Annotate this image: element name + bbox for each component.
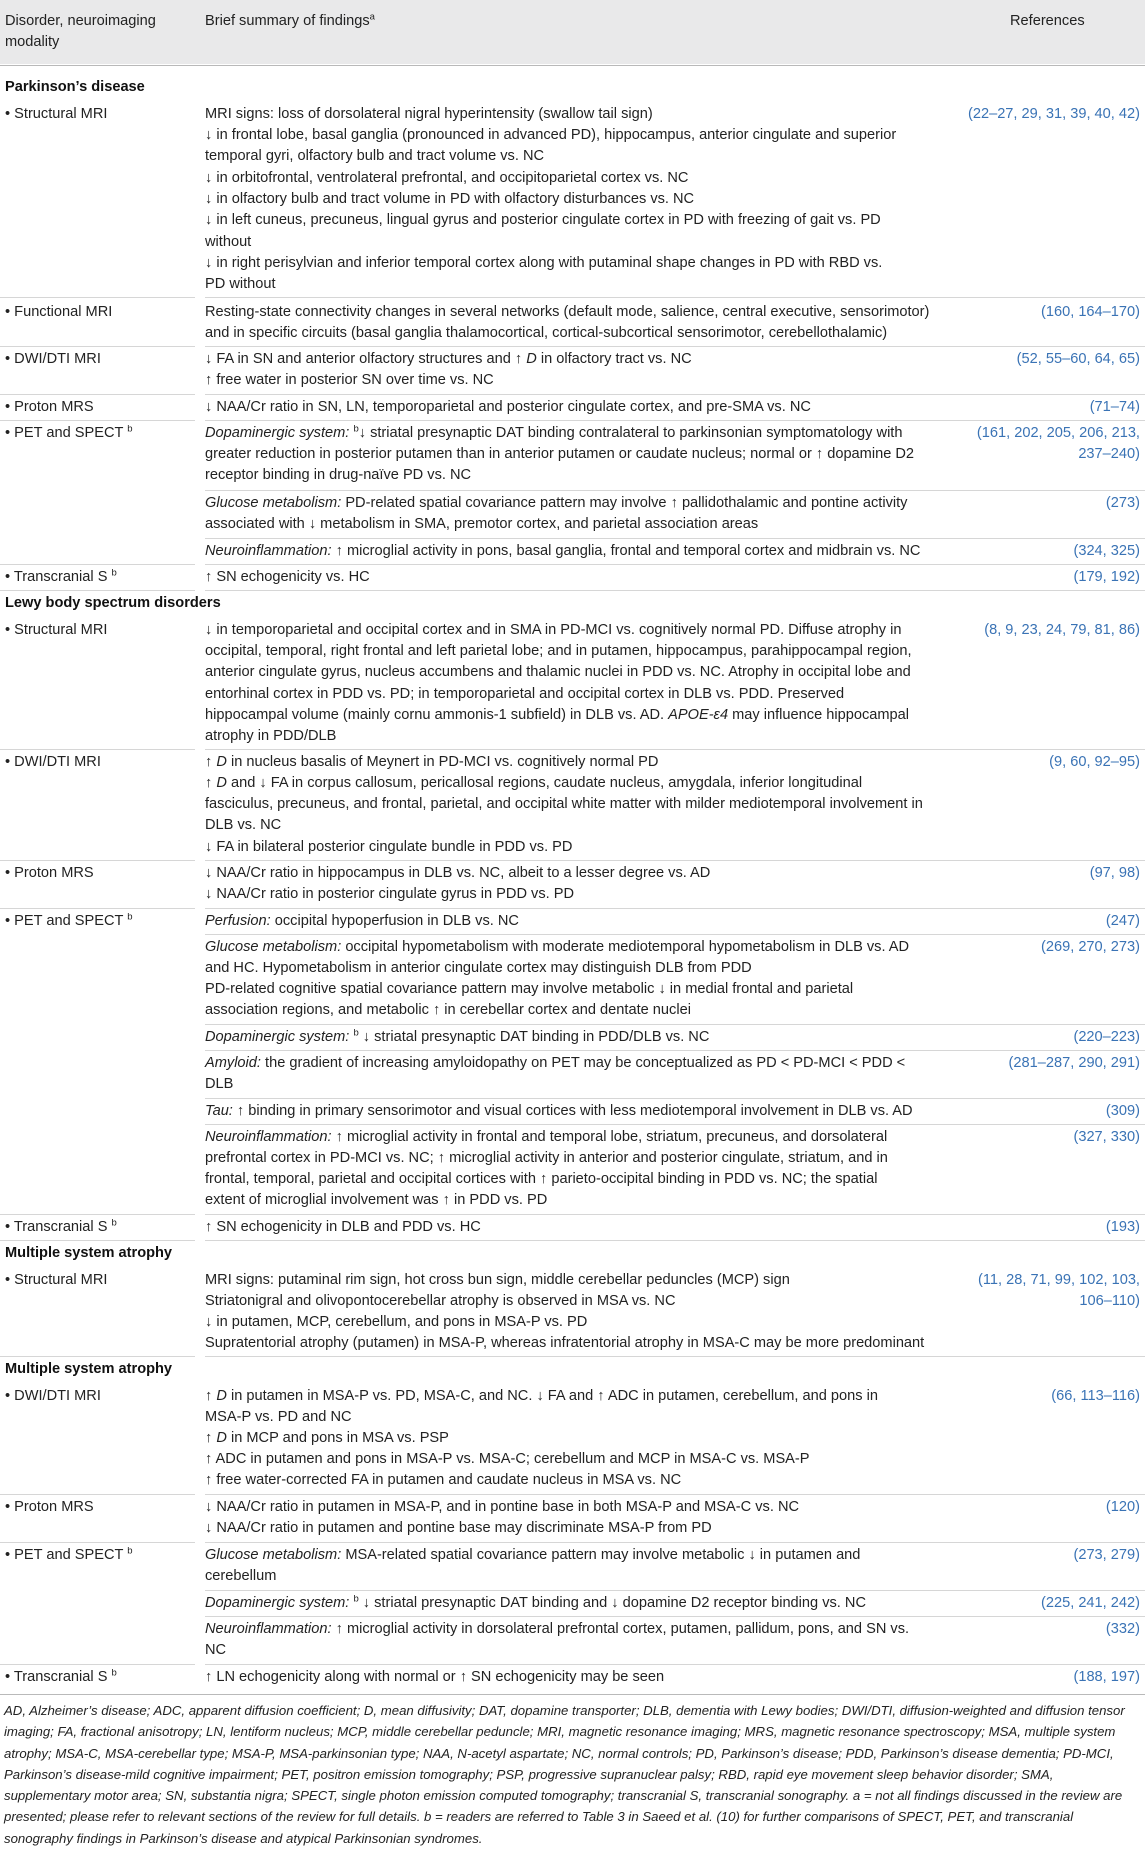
section-parkinsons-disease: Parkinson’s disease [5,79,145,95]
row-divider [0,1494,195,1495]
table-footnote: AD, Alzheimer’s disease; ADC, apparent diffusion coefficient; D, mean diffusivity; DAT, dopamine transporter; DLB, dementia with Lewy bodies; DWI/DTI, diffusion-weighted and diffusion tensor imaging; FA, fractional anisotropy; LN, lentiform nucleus; MCP, middle cerebellar peduncle; MRI, magnetic resonance imaging; MRS, magnetic resonance spectroscopy; MSA, multiple system atrophy; MSA-C, MSA-cerebellar type; MSA-P, MSA-parkinsonian type; NAA, N-acetyl aspartate; NC, normal controls; PD, Parkinson’s disease; PDD, Parkinson’s disease dementia; PD-MCI, Parkinson’s disease-mild cognitive impairment; PET, positron emission tomography; PSP, progressive supranuclear palsy; RBD, rapid eye movement sleep behavior disorder; SMA, supplementary motor area; SN, substantia nigra; SPECT, single photon emission computed tomography; transcranial S, transcranial sonography. a = not all findings discussed in the review are presented; please refer to relevant sections of the review for full details. b = readers are referred to Table 3 in Saeed et al. (10) for further comparisons of SPECT, PET, and transcranial sonography findings in Parkinson’s disease and atypical Parkinsonian syndromes. [4,1703,1125,1846]
row-divider [0,420,195,421]
finding-line: ↓ NAA/Cr ratio in SN, LN, temporoparietal and posterior cingulate cortex, and pre-SMA vs. NC [205,399,811,415]
row-divider [0,1542,195,1543]
row-divider [0,1214,195,1215]
finding-line: Amyloid: the gradient of increasing amyloidopathy on PET may be conceptualized as PD < PD-MCI < PDD < [205,1055,906,1071]
row-divider [0,297,195,298]
finding-line: Neuroinflammation: ↑ microglial activity in pons, basal ganglia, frontal and temporal cortex and midbrain vs. NC [205,543,921,559]
section-multiple-system-atrophy: Multiple system atrophy [5,1245,173,1261]
finding-line: ↑ SN echogenicity vs. HC [205,569,370,585]
reference-cell[interactable]: (66, 113–116) [1051,1388,1140,1404]
finding-line: prefrontal cortex in PD-MCI vs. NC; ↑ microglial activity in anterior and posterior cingulate, striatum, and in [205,1150,888,1166]
reference-cell[interactable]: (22–27, 29, 31, 39, 40, 42) [967,106,1140,122]
reference-cell[interactable]: (11, 28, 71, 99, 102, 103, [977,1272,1140,1288]
header-disorder-modality-line1: Disorder, neuroimaging [5,13,156,29]
row-divider [205,1616,1145,1617]
modality-pet-spect: • PET and SPECT $^b$ [5,1545,133,1563]
reference-cell[interactable]: (97, 98) [1089,865,1140,881]
modality-dwi-dti-mri: • DWI/DTI MRI [5,351,101,367]
row-divider [205,1494,1145,1495]
finding-line: ↑ SN echogenicity in DLB and PDD vs. HC [205,1219,481,1235]
reference-cell[interactable]: (269, 270, 273) [1041,939,1140,955]
modality-proton-mrs: • Proton MRS [5,399,94,415]
row-divider [205,538,1145,539]
finding-line: Glucose metabolism: PD-related spatial covariance pattern may involve ↑ pallidothalamic and pontine activity [205,495,908,511]
finding-line: ↑ D and ↓ FA in corpus callosum, pericallosal regions, caudate nucleus, amygdala, inferior longitudinal [205,775,863,791]
reference-cell[interactable]: (273, 279) [1073,1547,1140,1563]
reference-cell[interactable]: (8, 9, 23, 24, 79, 81, 86) [984,622,1140,638]
row-divider [205,1590,1145,1591]
finding-line: MSA-P vs. PD and NC [205,1409,352,1425]
modality-pet-spect: • PET and SPECT $^b$ [5,911,133,929]
finding-line: ↓ in right perisylvian and inferior temporal cortex along with putaminal shape changes in PD with RBD vs. [205,255,883,271]
row-divider [0,1664,195,1665]
finding-line: fasciculus, precuneus, and frontal, parietal, and occipital white matter with milder mediotemporal involvement in [205,796,923,812]
finding-line: Neuroinflammation: ↑ microglial activity in frontal and temporal lobe, striatum, precuneus, and dorsolateral [205,1129,888,1145]
finding-line: ↑ free water-corrected FA in putamen and caudate nucleus in MSA vs. NC [205,1472,682,1488]
finding-line: ↓ FA in SN and anterior olfactory structures and ↑ D in olfactory tract vs. NC [205,351,692,367]
row-divider [205,934,1145,935]
row-divider [205,297,1145,298]
finding-line: temporal gyri, olfactory bulb and tract volume vs. NC [205,148,545,164]
reference-cell[interactable]: 106–110) [1079,1293,1140,1309]
finding-line: Resting-state connectivity changes in several networks (default mode, salience, central executive, sensorimotor) [205,304,930,320]
finding-line: ↑ D in MCP and pons in MSA vs. PSP [205,1430,449,1446]
section-multiple-system-atrophy-continued: Multiple system atrophy [5,1361,173,1377]
modality-transcranial-s: • Transcranial S $^b$ [5,1217,117,1235]
finding-line: Tau: ↑ binding in primary sensorimotor and visual cortices with less mediotemporal involvement in DLB vs. AD [205,1103,913,1119]
finding-line: occipital, temporal, right frontal and left parietal lobe; and in putamen, hippocampus, parahippocampal region, [205,643,912,659]
finding-line: Supratentorial atrophy (putamen) in MSA-P, whereas infratentorial atrophy in MSA-C may be more predominant [205,1335,925,1351]
modality-structural-mri: • Structural MRI [5,106,108,122]
finding-line: association regions, and metabolic ↑ in cerebellar cortex and dentate nuclei [205,1002,691,1018]
finding-line: ↑ D in nucleus basalis of Meynert in PD-MCI vs. cognitively normal PD [205,754,659,770]
finding-line: Dopaminergic system: $^b$ ↓ striatal presynaptic DAT binding in PDD/DLB vs. NC [205,1027,710,1045]
row-divider [0,908,195,909]
row-divider [205,564,1145,565]
header-summary: Brief summary of findings$^a$ [205,11,375,29]
reference-cell[interactable]: (327, 330) [1073,1129,1140,1145]
finding-line: Glucose metabolism: occipital hypometabolism with moderate mediotemporal hypometabolism in DLB vs. AD [205,939,910,955]
finding-line: ↓ FA in bilateral posterior cingulate bundle in PDD vs. PD [205,839,573,855]
modality-transcranial-s: • Transcranial S $^b$ [5,567,117,585]
finding-line: Dopaminergic system: $^b$↓ striatal presynaptic DAT binding contralateral to parkinsonian symptomatology with [205,423,903,441]
reference-cell[interactable]: 237–240) [1078,446,1140,462]
finding-line: ↓ in orbitofrontal, ventrolateral prefrontal, and occipitoparietal cortex vs. NC [205,170,689,186]
finding-line: ↑ D in putamen in MSA-P vs. PD, MSA-C, and NC. ↓ FA and ↑ ADC in putamen, cerebellum, and pons in [205,1388,878,1404]
modality-structural-mri: • Structural MRI [5,622,108,638]
row-divider [0,749,195,750]
reference-cell[interactable]: (309) [1105,1103,1140,1119]
reference-cell[interactable]: (273) [1105,495,1140,511]
row-divider [205,420,1145,421]
finding-line: anterior cingulate gyrus, nucleus accumbens and thalamic nuclei in PDD vs. NC. Atrophy in occipital lobe and [205,664,911,680]
reference-cell[interactable]: (52, 55–60, 64, 65) [1016,351,1140,367]
finding-line: ↓ in olfactory bulb and tract volume in PD with olfactory disturbances vs. NC [205,191,695,207]
row-divider [205,1356,1145,1357]
finding-line: frontal, temporal, parietal and occipital cortices with ↑ parieto-occipital binding in PDD vs. NC; the spatial [205,1171,878,1187]
finding-line: Striatonigral and olivopontocerebellar atrophy is observed in MSA vs. NC [205,1293,676,1309]
modality-dwi-dti-mri: • DWI/DTI MRI [5,1388,101,1404]
finding-line: hippocampal volume (mainly cornu ammonis-1 subfield) in DLB vs. AD. APOE-ε4 may influence hippocampal [205,707,909,723]
row-divider [205,1664,1145,1665]
finding-line: ↓ NAA/Cr ratio in posterior cingulate gyrus in PDD vs. PD [205,886,575,902]
row-divider [205,394,1145,395]
header-disorder-modality-line2: modality [5,34,60,50]
finding-line: ↓ NAA/Cr ratio in putamen and pontine base may discriminate MSA-P from PD [205,1520,712,1536]
finding-line: DLB [205,1076,234,1092]
row-divider [205,1214,1145,1215]
row-divider [205,749,1145,750]
modality-proton-mrs: • Proton MRS [5,865,94,881]
finding-line: and in specific circuits (basal ganglia thalamocortical, cortical-subcortical sensorimotor, cerebellothalamic) [205,325,888,341]
finding-line: ↓ NAA/Cr ratio in hippocampus in DLB vs. NC, albeit to a lesser degree vs. AD [205,865,711,881]
row-divider [0,394,195,395]
finding-line: atrophy in PDD/DLB [205,728,337,744]
finding-line: ↓ in temporoparietal and occipital cortex and in SMA in PD-MCI vs. cognitively normal PD. Diffuse atrophy in [205,622,902,638]
reference-cell[interactable]: (161, 202, 205, 206, 213, [976,425,1140,441]
finding-line: PD without [205,276,276,292]
finding-line: Neuroinflammation: ↑ microglial activity in dorsolateral prefrontal cortex, putamen, pallidum, pons, and SN vs. [205,1621,910,1637]
row-divider [0,564,195,565]
reference-cell[interactable]: (160, 164–170) [1041,304,1140,320]
finding-line: MRI signs: loss of dorsolateral nigral hyperintensity (swallow tail sign) [205,106,653,122]
finding-line: Dopaminergic system: $^b$ ↓ striatal presynaptic DAT binding and ↓ dopamine D2 receptor binding vs. NC [205,1593,866,1611]
finding-line: Glucose metabolism: MSA-related spatial covariance pattern may involve metabolic ↓ in putamen and [205,1547,861,1563]
modality-proton-mrs: • Proton MRS [5,1499,94,1515]
reference-cell[interactable]: (220–223) [1073,1029,1140,1045]
reference-cell[interactable]: (188, 197) [1073,1669,1140,1685]
finding-line: ↓ NAA/Cr ratio in putamen in MSA-P, and in pontine base in both MSA-P and MSA-C vs. NC [205,1499,800,1515]
row-divider [0,590,195,591]
row-divider [205,1124,1145,1125]
finding-line: ↓ in putamen, MCP, cerebellum, and pons in MSA-P vs. PD [205,1314,588,1330]
table-bottom-rule [0,1694,1145,1695]
row-divider [0,346,195,347]
row-divider [0,1356,195,1357]
reference-cell[interactable]: (225, 241, 242) [1041,1595,1140,1611]
finding-line: ↓ in frontal lobe, basal ganglia (pronounced in advanced PD), hippocampus, anterior cingulate and superior [205,127,897,143]
finding-line: receptor binding in drug-naïve PD vs. NC [205,467,472,483]
finding-line: NC [205,1642,227,1658]
row-divider [205,1098,1145,1099]
header-references: References [1010,13,1085,29]
row-divider [0,860,195,861]
modality-structural-mri: • Structural MRI [5,1272,108,1288]
finding-line: without [205,234,252,250]
row-divider [205,346,1145,347]
table-header [0,0,1145,64]
modality-pet-spect: • PET and SPECT $^b$ [5,423,133,441]
modality-transcranial-s: • Transcranial S $^b$ [5,1667,117,1685]
reference-cell[interactable]: (332) [1105,1621,1140,1637]
finding-line: and HC. Hypometabolism in anterior cingulate cortex may distinguish DLB from PDD [205,960,752,976]
finding-line: ↑ free water in posterior SN over time vs. NC [205,372,494,388]
finding-line: ↑ ADC in putamen and pons in MSA-P vs. MSA-C; cerebellum and MCP in MSA-C vs. MSA-P [205,1451,810,1467]
finding-line: associated with ↓ metabolism in SMA, premotor cortex, and parietal association areas [205,516,759,532]
row-divider [205,1050,1145,1051]
finding-line: MRI signs: putaminal rim sign, hot cross bun sign, middle cerebellar peduncles (MCP) sign [205,1272,790,1288]
finding-line: DLB vs. NC [205,817,282,833]
reference-cell[interactable]: (9, 60, 92–95) [1049,754,1140,770]
row-divider [205,908,1145,909]
finding-line: ↓ in left cuneus, precuneus, lingual gyrus and posterior cingulate cortex in PD with freezing of gait vs. PD [205,212,881,228]
row-divider [205,1024,1145,1025]
row-divider [0,1240,195,1241]
row-divider [205,590,1145,591]
finding-line: greater reduction in posterior putamen than in anterior putamen or caudate nucleus; normal or ↑ dopamine D2 [205,446,915,462]
section-lewy-body: Lewy body spectrum disorders [5,595,221,611]
finding-line: cerebellum [205,1568,277,1584]
finding-line: PD-related cognitive spatial covariance pattern may involve metabolic ↓ in medial frontal and parietal [205,981,854,997]
modality-functional-mri: • Functional MRI [5,304,113,320]
reference-cell[interactable]: (324, 325) [1073,543,1140,559]
finding-line: ↑ LN echogenicity along with normal or ↑ SN echogenicity may be seen [205,1669,665,1685]
reference-cell[interactable]: (247) [1105,913,1140,929]
reference-cell[interactable]: (281–287, 290, 291) [1008,1055,1140,1071]
finding-line: Perfusion: occipital hypoperfusion in DLB vs. NC [205,913,519,929]
row-divider [205,490,1145,491]
row-divider [205,860,1145,861]
row-divider [205,1240,1145,1241]
reference-cell[interactable]: (179, 192) [1073,569,1140,585]
finding-line: entorhinal cortex in PDD vs. PD; in temporoparietal and occipital cortex in DLB vs. PDD. Preserved [205,686,845,702]
reference-cell[interactable]: (120) [1105,1499,1140,1515]
header-rule [0,65,1145,66]
modality-dwi-dti-mri: • DWI/DTI MRI [5,754,101,770]
row-divider [205,1542,1145,1543]
finding-line: extent of microglial involvement was ↑ in PDD vs. PD [205,1192,548,1208]
reference-cell[interactable]: (71–74) [1089,399,1140,415]
reference-cell[interactable]: (193) [1105,1219,1140,1235]
